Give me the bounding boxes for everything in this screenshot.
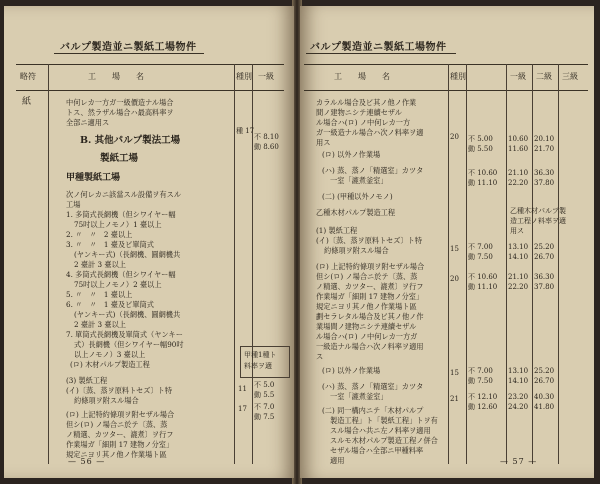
col-head-factory: 工 場 名 bbox=[334, 72, 390, 81]
text-line: セザル場合ハ全部ニ甲種料率 bbox=[330, 446, 424, 455]
text-line: 3. 〃 〃 1 臺及ビ單筒式 bbox=[66, 240, 154, 249]
text-line: 2 臺計 3 臺以上 bbox=[74, 320, 126, 329]
text-line: ノ精選、カツター、漉煮〕ヲ行フ bbox=[66, 430, 174, 439]
rate-value: 11.60 bbox=[508, 145, 529, 153]
side-box bbox=[508, 204, 586, 240]
section-heading: B. 其他パルプ製法工場 bbox=[80, 135, 181, 146]
rate-value: 不 5.0 bbox=[254, 381, 275, 389]
text-line: (1) 製紙工程 bbox=[316, 226, 358, 235]
rate-value: 動 5.50 bbox=[468, 145, 493, 153]
text-line: ス bbox=[316, 352, 324, 361]
text-line: 5. 〃 〃 1 臺以上 bbox=[66, 290, 133, 299]
col-line bbox=[466, 64, 467, 464]
text-line: 但シ(ロ) ノ場合ニ於テ〔蒸、蒸 bbox=[316, 272, 418, 281]
page-number: — 56 — bbox=[68, 457, 106, 466]
rate-value: 不 7.00 bbox=[468, 243, 493, 251]
text-line: 用ス bbox=[316, 138, 331, 147]
table-head-rule bbox=[304, 90, 588, 91]
text-line: (イ)〔蒸、蒸ヲ原料トセズ〕ト特 bbox=[316, 236, 423, 245]
text-line: 乙種木材パルプ製造工程 bbox=[316, 208, 396, 217]
rate-value: 36.30 bbox=[534, 169, 555, 177]
text-line: ル場合ハ(ロ) ノ中何レカ一方ガ bbox=[316, 332, 418, 341]
rate-value: 23.20 bbox=[508, 393, 529, 401]
rate-value: 10.60 bbox=[508, 135, 529, 143]
rate-value: 37.80 bbox=[534, 179, 555, 187]
text-line: 75吋以上ノモノ）1 臺以上 bbox=[74, 220, 162, 229]
col-head-category: 略符 bbox=[20, 72, 36, 81]
text-line: (ハ) 蒸、蒸ノ「精選室」カツタ bbox=[322, 166, 424, 175]
table-header bbox=[16, 64, 284, 88]
rate-value: 13.10 bbox=[508, 243, 529, 251]
col-line bbox=[532, 64, 533, 464]
col-head-grade2: 二級 bbox=[536, 72, 552, 81]
class-number: 15 bbox=[450, 369, 459, 377]
rate-value: 26.70 bbox=[534, 377, 555, 385]
page-number: — 57 — bbox=[500, 457, 538, 466]
rate-value: 41.80 bbox=[534, 403, 555, 411]
text-line: 75吋以上ノモノ）2 臺以上 bbox=[74, 280, 162, 289]
text-line: (ロ) 以外ノ作業場 bbox=[322, 366, 381, 375]
col-line bbox=[48, 64, 49, 464]
text-line: 但シ(ロ) ノ場合ニ於テ〔蒸、蒸 bbox=[66, 420, 168, 429]
text-line: スル場合ハ共ニ左ノ料率ヲ適用 bbox=[330, 426, 431, 435]
rate-value: 26.70 bbox=[534, 253, 555, 261]
rate-value: 40.30 bbox=[534, 393, 555, 401]
left-page bbox=[4, 6, 294, 478]
rate-value: 21.10 bbox=[508, 273, 529, 281]
text-line: 製造工程」ト「製紙工程」トヲ有 bbox=[330, 416, 438, 425]
text-line: 間ノ建物ニシテ連續セザル bbox=[316, 108, 402, 117]
text-line: 作業場ガ「細則 17 建物ノ分室」 bbox=[66, 440, 174, 449]
col-head-factory: 工 場 名 bbox=[88, 72, 144, 81]
text-line: (ヤンキー式)（長網機、圓網機共 bbox=[74, 250, 181, 259]
col-line bbox=[252, 64, 253, 464]
text-line: トス、然ラザル場合ハ最高料率ヲ bbox=[66, 108, 174, 117]
rate-value: 不 7.00 bbox=[468, 367, 493, 375]
rate-value: 動 7.5 bbox=[254, 413, 275, 421]
header-underline bbox=[306, 53, 456, 54]
col-head-class: 種別 bbox=[450, 72, 466, 81]
rate-value: 20.10 bbox=[534, 135, 555, 143]
rate-value: 21.70 bbox=[534, 145, 555, 153]
text-line: 工場 bbox=[66, 200, 81, 209]
text-line: 劃セラレタル場合及ビ其ノ他ノ作 bbox=[316, 312, 424, 321]
section-heading: 製紙工場 bbox=[100, 153, 139, 164]
text-line: ガ一級造ナル場合ハ次ノ料率ヲ適 bbox=[316, 128, 424, 137]
col-line bbox=[234, 64, 235, 464]
text-line: スルモ木材パルプ製造工程ノ併合 bbox=[330, 436, 438, 445]
col-head-class: 種別 bbox=[236, 72, 252, 81]
text-line: 次ノ何レカニ該當スル設備ヲ有スル bbox=[66, 190, 182, 199]
text-line: (ハ) 蒸、蒸ノ「精選室」カツタ bbox=[322, 382, 424, 391]
subsection-heading: 甲種製紙工場 bbox=[66, 173, 121, 183]
table-head-rule bbox=[16, 90, 284, 91]
class-note: 種 17 bbox=[236, 127, 255, 135]
rate-value: 14.10 bbox=[508, 253, 529, 261]
side-box-line: 造工程ノ料率ヲ適 bbox=[510, 217, 566, 225]
rate-value: 不 7.0 bbox=[254, 403, 275, 411]
rate-value: 動 5.5 bbox=[254, 391, 275, 399]
table-header bbox=[304, 64, 588, 88]
text-line: 中何レカ一方ガ一級價造ナル場合 bbox=[66, 98, 174, 107]
text-line: 規定ニヨリ其ノ他ノ作業場ト區 bbox=[316, 302, 417, 311]
rate-value: 14.10 bbox=[508, 377, 529, 385]
text-line: 約條項ヲ附スル場合 bbox=[74, 396, 139, 405]
header-underline bbox=[54, 53, 204, 54]
text-line: (3) 製紙工程 bbox=[66, 376, 108, 385]
class-number: 11 bbox=[238, 385, 247, 393]
right-page bbox=[300, 6, 594, 478]
col-line bbox=[506, 64, 507, 464]
rate-value: 22.20 bbox=[508, 283, 529, 291]
text-line: 作業場ガ「細則 17 建物ノ分室」 bbox=[316, 292, 424, 301]
side-box bbox=[240, 346, 290, 378]
class-number: 20 bbox=[450, 133, 459, 141]
class-number: 21 bbox=[450, 395, 459, 403]
rate-value: 37.80 bbox=[534, 283, 555, 291]
rate-value: 13.10 bbox=[508, 367, 529, 375]
text-line: 7. 單筒式長網機及單筒式（ヤンキー bbox=[66, 330, 183, 339]
text-line: (イ)〔蒸、蒸ヲ原料トセズ〕ト特 bbox=[66, 386, 173, 395]
text-line: (ロ) 上記特約條項ヲ附セザル場合 bbox=[316, 262, 425, 271]
text-line: 適用 bbox=[330, 456, 345, 465]
rate-value: 24.20 bbox=[508, 403, 529, 411]
text-line: カラルル場合及ビ其ノ他ノ作業 bbox=[316, 98, 417, 107]
rate-value: 36.30 bbox=[534, 273, 555, 281]
text-line: 一室「漉煮釜室」 bbox=[330, 392, 388, 401]
text-line: ノ精選、カツター、漉煮〕ヲ行フ bbox=[316, 282, 424, 291]
side-box-line: 乙種木材パルプ製 bbox=[510, 207, 566, 215]
rate-value: 動 11.10 bbox=[468, 179, 498, 187]
side-box-line: 甲種1種ト bbox=[244, 351, 277, 359]
col-line bbox=[558, 64, 559, 464]
text-line: ル場合ハ(ロ) ノ中何レカ一方 bbox=[316, 118, 411, 127]
rate-value: 22.20 bbox=[508, 179, 529, 187]
class-number: 20 bbox=[450, 275, 459, 283]
text-line: (ヤンキー式)（長網機、圓網機共 bbox=[74, 310, 181, 319]
text-line: 一室「漉煮釜室」 bbox=[330, 176, 388, 185]
text-line: 式）長網機（但シワイヤー幅90吋 bbox=[74, 340, 184, 349]
rate-value: 不 10.60 bbox=[468, 169, 498, 177]
text-line: (ロ) 上記特約條項ヲ附セザル場合 bbox=[66, 410, 175, 419]
rate-value: 不 12.10 bbox=[468, 393, 498, 401]
col-head-grade3: 三級 bbox=[562, 72, 578, 81]
rate-value: 動 12.60 bbox=[468, 403, 498, 411]
text-line: 一級造ナル場合ハ次ノ料率ヲ適用 bbox=[316, 342, 424, 351]
text-line: 規定ニヨリ其ノ他ノ作業場ト區 bbox=[66, 450, 167, 459]
text-line: 業場間ノ建物ニシテ連續セザル bbox=[316, 322, 417, 331]
col-head-grade1: 一級 bbox=[258, 72, 274, 81]
rate-note: 動 8.60 bbox=[254, 143, 279, 151]
text-line: 2 臺計 3 臺以上 bbox=[74, 260, 126, 269]
text-line: 2. 〃 〃 2 臺以上 bbox=[66, 230, 133, 239]
side-box-line: 料率ヲ適 bbox=[244, 362, 272, 370]
text-line: 6. 〃 〃 1 臺及ビ單筒式 bbox=[66, 300, 154, 309]
rate-value: 不 10.60 bbox=[468, 273, 498, 281]
text-line: 約條項ヲ附スル場合 bbox=[324, 246, 389, 255]
rate-value: 動 11.10 bbox=[468, 283, 498, 291]
rate-value: 動 7.50 bbox=[468, 377, 493, 385]
rate-note: 不 8.10 bbox=[254, 133, 279, 141]
left-page-header: バルプ製造並ニ製紙工場物件 bbox=[60, 42, 197, 53]
col-line bbox=[448, 64, 449, 464]
class-number: 15 bbox=[450, 245, 459, 253]
right-page-header: バルプ製造並ニ製紙工場物件 bbox=[310, 42, 447, 53]
side-box-line: 用ス bbox=[510, 227, 524, 235]
text-line: (ロ) 以外ノ作業場 bbox=[322, 150, 381, 159]
text-line: (二) (甲種以外ノモノ) bbox=[322, 192, 393, 201]
rate-value: 25.20 bbox=[534, 367, 555, 375]
rate-value: 21.10 bbox=[508, 169, 529, 177]
text-line: 4. 多筒式長網機（但シワイヤー幅 bbox=[66, 270, 176, 279]
text-line: 以上ノモノ）3 臺以上 bbox=[74, 350, 146, 359]
text-line: (ロ) 木材パルプ製造工程 bbox=[70, 360, 150, 369]
class-number: 17 bbox=[238, 405, 247, 413]
col-head-grade1: 一級 bbox=[510, 72, 526, 81]
rate-value: 動 7.50 bbox=[468, 253, 493, 261]
rate-value: 不 5.00 bbox=[468, 135, 493, 143]
category-mark: 紙 bbox=[22, 97, 32, 107]
text-line: 1. 多筒式長網機（但シワイヤー幅 bbox=[66, 210, 176, 219]
text-line: 全部ニ適用ス bbox=[66, 118, 110, 127]
rate-value: 25.20 bbox=[534, 243, 555, 251]
text-line: (二) 同一構内ニテ「木材パルプ bbox=[322, 406, 424, 415]
